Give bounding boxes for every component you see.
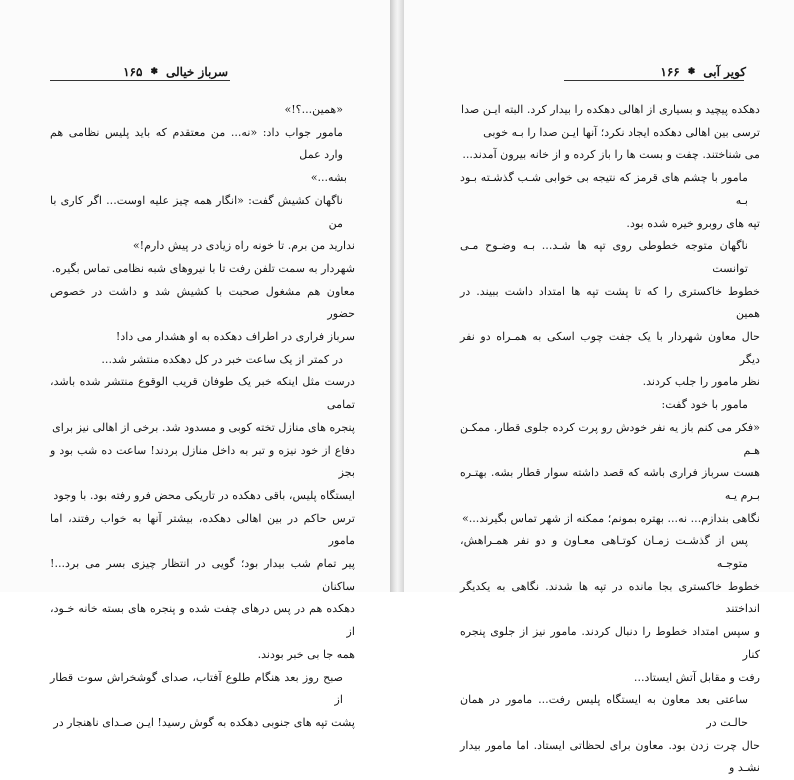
page-header bbox=[660, 62, 746, 82]
text-line: دفاع از خود نیزه و تبر به داخل منازل بردند! ساعت ده شب بود و بجز bbox=[50, 443, 355, 480]
text-line: شهردار به سمت تلفن رفت تا با نیروهای شبه نظامی تماس بگیره. bbox=[51, 261, 355, 275]
text-line: می شناختند. چفت و بست ها را باز کرده و از خانه بیرون آمدند... bbox=[462, 148, 760, 162]
text-line: همه جا بی خبر بودند. bbox=[257, 647, 355, 661]
text-line: هست سرباز فراری باشه که قصد داشته سوار قطار بشه. بهتـره بـرم یـه bbox=[460, 466, 760, 502]
text-line: ناگهان متوجه خطوطی روی تپه ها شـد... بـه وضـوح مـی توانست bbox=[460, 239, 748, 275]
text-line: ندارید من برم. تا خونه راه زیادی در پیش دارم!» bbox=[132, 239, 355, 253]
text-line: دهکده پیچید و بسیاری از اهالی دهکده را بیدار کرد. البته ایـن صدا bbox=[461, 103, 760, 116]
text-line: «فکر می کنم باز یه نفر خودش رو پرت کرده جلوی قطار. ممکـن هـم bbox=[460, 420, 760, 457]
header-rule bbox=[564, 80, 744, 81]
left-page bbox=[0, 0, 390, 729]
text-line: معاون هم مشغول صحبت با کشیش شد و داشت در خصوص حضور bbox=[50, 284, 355, 321]
text-line: پیر تمام شب بیدار بود؛ گویی در انتظار چیزی بسر می برد...! ساکنان bbox=[50, 557, 355, 593]
text-line: سرباز فراری در اطراف دهکده به او هشدار می داد! bbox=[115, 330, 355, 344]
text-line: پنجره های منازل تخته کوبی و مسدود شد. برخی از اهالی نیز برای bbox=[52, 420, 355, 434]
text-line: ترسی بین اهالی دهکده ایجاد نکرد؛ آنها ایـن صدا را بـه خوبی bbox=[483, 125, 760, 139]
text-line: حال چرت زدن بود. معاون برای لحظاتی ایستاد. اما مامور بیدار نشـد و bbox=[460, 738, 760, 775]
text-line: ساعتی بعد معاون به ایستگاه پلیس رفت... مامور در همان حالـت در bbox=[460, 693, 748, 729]
text-line: خطوط خاکستری را که تا پشت تپه ها امتداد داشت ببیند. در همین bbox=[460, 284, 760, 321]
text-line: حال معاون شهردار با یک جفت چوب اسکی به همـراه دو نفر دیگر bbox=[460, 330, 760, 366]
header-rule bbox=[50, 80, 230, 81]
body-text bbox=[50, 99, 355, 735]
text-line: در کمتر از یک ساعت خبر در کل دهکده منتشر شد... bbox=[101, 352, 343, 366]
text-line: رفت و مقابل آتش ایستاد... bbox=[633, 670, 760, 684]
text-line: مامور جواب داد: «نه... من معتقدم که باید پلیس نظامی هم وارد عمل bbox=[50, 125, 343, 162]
text-line: ناگهان کشیش گفت: «انگار همه چیز علیه اوست... اگر کاری با من bbox=[50, 193, 343, 230]
text-line: صبح روز بعد هنگام طلوع آفتاب، صدای گوشخراش سوت قطار از bbox=[50, 670, 343, 707]
header-title: سرباز خیالی bbox=[166, 65, 228, 79]
text-line: و سپس امتداد خطوط را دنبال کردند. مامور نیز از جلوی پنجره کنار bbox=[460, 625, 760, 661]
text-line: نگاهی بندازم... نه... بهتره بمونم؛ ممکنه از شهر تماس بگیرند...» bbox=[461, 511, 760, 525]
text-line: ترس حاکم در بین اهالی دهکده، بیشتر آنها به خواب رفتند، اما مامور bbox=[50, 511, 355, 548]
text-line: مامور با خود گفت: bbox=[661, 398, 748, 412]
text-line: تپه های روبرو خیره شده بود. bbox=[626, 216, 760, 230]
page-number: ۱۶۵ bbox=[123, 65, 143, 79]
body-text bbox=[460, 99, 760, 780]
text-line: درست مثل اینکه خبر یک طوفان قریب الوقوع منتشر شده باشد، تمامی bbox=[50, 375, 355, 412]
text-line: ایستگاه پلیس، باقی دهکده در تاریکی محض فرو رفته بود. با وجود bbox=[53, 488, 355, 502]
text-line: نظر مامور را جلب کردند. bbox=[642, 375, 760, 389]
header-separator: ✽ bbox=[687, 67, 696, 77]
right-page bbox=[404, 0, 794, 775]
header-separator: ✽ bbox=[150, 67, 158, 77]
text-line: «همین...؟!» bbox=[284, 103, 343, 116]
text-line: پس از گذشـت زمـان کوتـاهی معـاون و دو نفر همـراهش، متوجـه bbox=[460, 534, 748, 571]
header-title: کویر آبی bbox=[703, 65, 746, 79]
text-line: خطوط خاکستری بجا مانده در تپه ها شدند. نگاهی به یکدیگر انداختند bbox=[460, 579, 760, 616]
page-header bbox=[123, 62, 228, 82]
page-number: ۱۶۶ bbox=[660, 65, 680, 79]
text-line: دهکده هم در پس درهای چفت شده و پنجره های بسته خانه خـود، از bbox=[50, 602, 355, 639]
book-gutter bbox=[390, 0, 404, 592]
text-line: مامور با چشم های قرمز که نتیجه بی خوابی شـب گذشـته بـود بـه bbox=[460, 171, 748, 207]
text-line: پشت تپه های جنوبی دهکده به گوش رسید! ایـن صـدای ناهنجار در bbox=[53, 715, 355, 729]
text-line: بشه...» bbox=[310, 171, 347, 185]
